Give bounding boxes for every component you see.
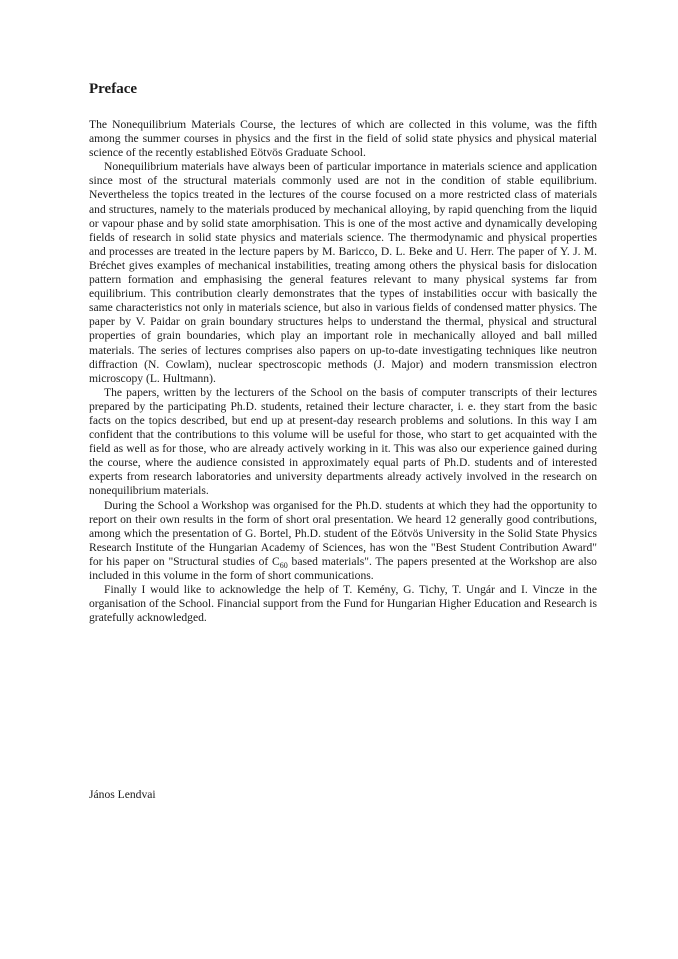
paragraph-1: The Nonequilibrium Materials Course, the lectures of which are collected in this volume, was the fifth among the summer courses in physics and the first in the field of solid state physics and physical material science of the recently established Eötvös Graduate School. [89,118,597,160]
paragraph-2: Nonequilibrium materials have always been of particular importance in materials science and application since most of the structural materials commonly used are not in the condition of stable equilibrium. Nevertheless the topics treated in the lectures of the course focused on a more restricted class of materials and structures, namely to the materials produced by mechanical alloying, by rapid quenching from the liquid or vapour phase and by solid state amorphisation. This is one of the most active and dynamically developing fields of research in solid state physics and materials science. The thermodynamic and physical properties and processes are treated in the lecture papers by M. Baricco, D. L. Beke and U. Herr. The paper of Y. J. M. Bréchet gives examples of mechanical instabilities, treating among others the physical basis for dislocation pattern formation and emphasising the general features relevant to many physical systems far from equilibrium. This contribution clearly demonstrates that the types of instabilities occur with basically the same characteristics not only in materials science, but also in various fields of condensed matter physics. The paper by V. Paidar on grain boundary structures helps to understand the thermal, physical and structural properties of grain boundaries, which play an important role in mechanically alloyed and ball milled materials. The series of lectures comprises also papers on up-to-date investigating techniques like neutron diffraction (N. Cowlam), nuclear spectroscopic methods (J. Major) and modern transmission electron microscopy (L. Hultmann). [89,160,597,385]
paragraph-4-text-cont: based materials". The papers presented at the Workshop are also included in this volume in the form of short communications. [89,554,597,582]
c60-subscript: 60 [279,560,288,570]
paragraph-5: Finally I would like to acknowledge the help of T. Kemény, G. Tichy, T. Ungár and I. Vincze in the organisation of the School. Financial support from the Fund for Hungarian Higher Education and Research is gratefully acknowledged. [89,583,597,625]
paragraph-4 [89,499,597,584]
paragraph-3: The papers, written by the lecturers of the School on the basis of computer transcripts of their lectures prepared by the participating Ph.D. students, retained their lecture character, i. e. they start from the basic facts on the topics described, but end up at present-day research problems and solutions. In this way I am confident that the contributions to this volume will be useful for those, who start to get acquainted with the field as well as for those, who are already actively working in it. This was also our experience gained during the course, where the audience consisted in approximately equal parts of Ph.D. students and of interested experts from research laboratories and university departments already actively involved in the research on nonequilibrium materials. [89,385,597,498]
page-title: Preface [89,81,138,97]
preface-body [89,118,597,625]
paragraph-4-text: During the School a Workshop was organised for the Ph.D. students at which they had the opportunity to report on their own results in the form of short oral presentation. We heard 12 generally good contributions, among which the presentation of G. Bortel, Ph.D. student of the Eötvös University in the Solid State Physics Research Institute of the Hungarian Academy of Sciences, has won the "Best Student Contribution Award" for his paper on "Structural studies of C [89,498,597,568]
author-signature: János Lendvai [89,788,156,801]
